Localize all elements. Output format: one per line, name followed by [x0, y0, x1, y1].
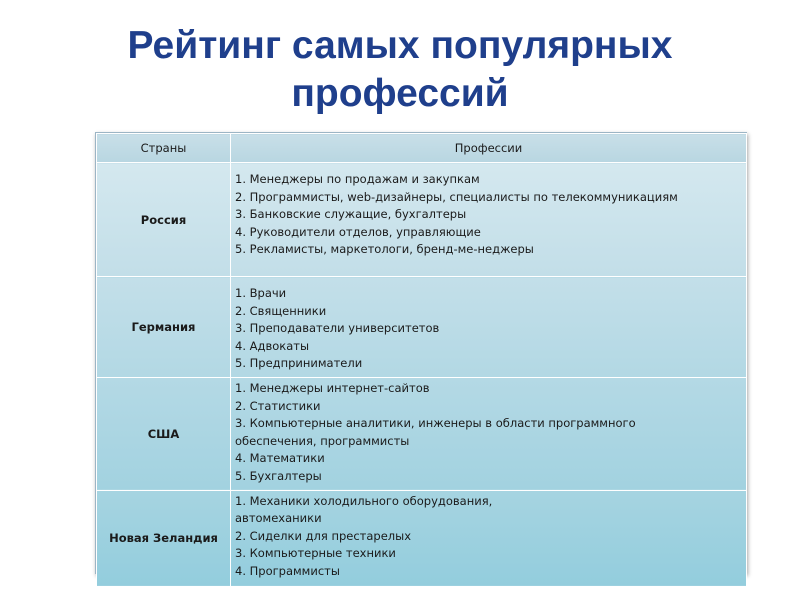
table-row [97, 377, 747, 490]
table-row [97, 490, 747, 586]
professions-cell [231, 277, 747, 378]
list-item: 1. Менеджеры по продажам и закупкам [235, 172, 480, 186]
list-item: 1. Менеджеры интернет-сайтов [235, 380, 430, 395]
list-item: 5. Рекламисты, маркетологи, бренд-ме-неджеры [235, 242, 534, 257]
list-item: 4. Руководители отделов, управляющие [235, 224, 481, 239]
list-item: 3. Преподаватели университетов [235, 321, 440, 336]
country-cell: Новая Зеландия [97, 490, 231, 586]
list-item: 2. Статистики [235, 398, 321, 413]
list-item: 5. Предприниматели [235, 356, 363, 371]
professions-table [95, 132, 747, 578]
professions-cell [231, 163, 747, 277]
country-cell: США [97, 377, 231, 490]
list-item: 2. Программисты, web-дизайнеры, специалисты по телекоммуникациям [235, 189, 678, 204]
list-item: 1. Механики холодильного оборудования, автомеханики [235, 493, 493, 526]
page-title [0, 22, 800, 118]
country-cell: Россия [97, 163, 231, 277]
list-item: 4. Адвокаты [235, 338, 310, 353]
list-item: 3. Компьютерные техники [235, 546, 396, 561]
header-countries: Страны [97, 134, 231, 163]
list-item: 3. Компьютерные аналитики, инженеры в области программного обеспечения, программисты [235, 416, 636, 448]
table-row [97, 163, 747, 277]
professions-cell [231, 377, 747, 490]
title-line-1: Рейтинг самых популярных [127, 24, 673, 67]
list-item: 1. Врачи [235, 286, 287, 300]
table-row [97, 277, 747, 378]
table-header-row [97, 134, 747, 163]
list-item: 2. Священники [235, 303, 327, 318]
professions-cell [231, 490, 747, 586]
country-cell: Германия [97, 277, 231, 378]
list-item: 3. Банковские служащие, бухгалтеры [235, 207, 467, 222]
list-item: 4. Математики [235, 451, 325, 466]
list-item: 5. Бухгалтеры [235, 468, 322, 483]
list-item: 4. Программисты [235, 563, 340, 578]
header-professions: Профессии [231, 134, 747, 163]
list-item: 2. Сиделки для престарелых [235, 528, 412, 543]
title-line-2: профессий [291, 72, 509, 115]
